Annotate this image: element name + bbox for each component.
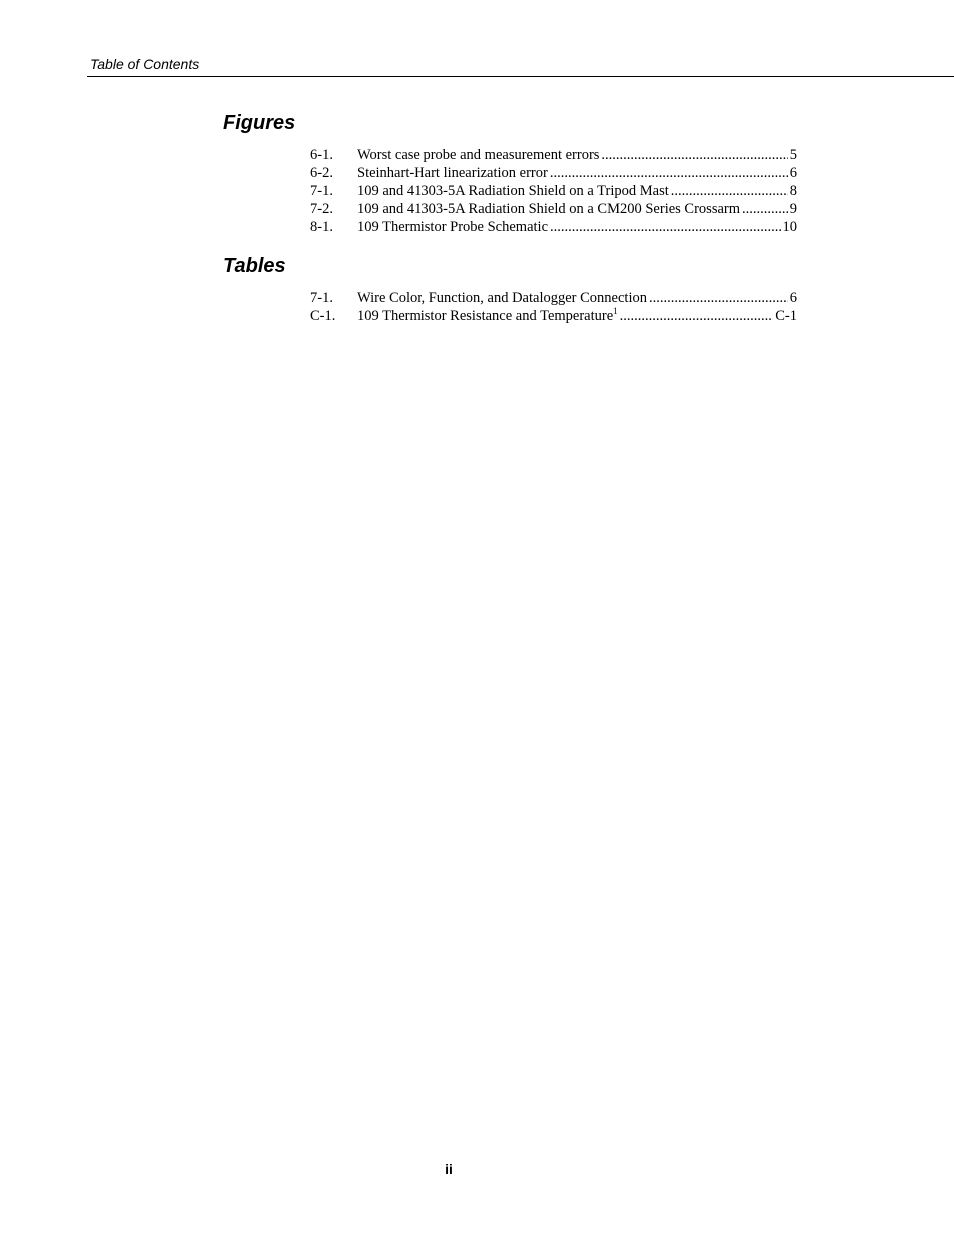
figures-list bbox=[310, 146, 797, 236]
table-entry[interactable] bbox=[310, 289, 797, 307]
dot-leader bbox=[620, 307, 774, 325]
dot-leader bbox=[550, 218, 780, 236]
entry-page: C-1 bbox=[775, 308, 797, 324]
dot-leader bbox=[742, 200, 788, 218]
dot-leader bbox=[671, 182, 788, 200]
entry-page: 6 bbox=[789, 290, 797, 306]
entry-number: 6-2. bbox=[310, 165, 333, 181]
tables-heading: Tables bbox=[223, 255, 286, 277]
dot-leader bbox=[601, 146, 787, 164]
entry-title: 109 Thermistor Probe Schematic bbox=[357, 219, 549, 235]
entry-title-wrapper bbox=[357, 307, 618, 325]
entry-page: 5 bbox=[789, 147, 797, 163]
entry-title: Worst case probe and measurement errors bbox=[357, 147, 600, 163]
running-header: Table of Contents bbox=[90, 56, 200, 72]
entry-title: Steinhart-Hart linearization error bbox=[357, 165, 548, 181]
entry-title: 109 and 41303-5A Radiation Shield on a Tripod Mast bbox=[357, 183, 669, 199]
footnote-marker: 1 bbox=[613, 306, 618, 317]
figure-entry[interactable] bbox=[310, 146, 797, 164]
entry-number: 8-1. bbox=[310, 219, 333, 235]
figures-heading: Figures bbox=[223, 112, 296, 134]
entry-number: C-1. bbox=[310, 308, 336, 324]
dot-leader bbox=[550, 164, 788, 182]
entry-title: Wire Color, Function, and Datalogger Connection bbox=[357, 290, 647, 306]
entry-page: 10 bbox=[782, 219, 797, 235]
header-rule bbox=[87, 76, 954, 77]
tables-list bbox=[310, 289, 797, 325]
entry-number: 6-1. bbox=[310, 147, 333, 163]
figure-entry[interactable] bbox=[310, 218, 797, 236]
figure-entry[interactable] bbox=[310, 182, 797, 200]
entry-number: 7-2. bbox=[310, 201, 333, 217]
entry-title: 109 Thermistor Resistance and Temperature bbox=[357, 308, 614, 324]
entry-page: 9 bbox=[789, 201, 797, 217]
entry-number: 7-1. bbox=[310, 290, 333, 306]
page-number: ii bbox=[445, 1161, 453, 1177]
entry-page: 6 bbox=[789, 165, 797, 181]
entry-number: 7-1. bbox=[310, 183, 333, 199]
figure-entry[interactable] bbox=[310, 200, 797, 218]
table-entry[interactable] bbox=[310, 307, 797, 325]
figure-entry[interactable] bbox=[310, 164, 797, 182]
entry-page: 8 bbox=[789, 183, 797, 199]
dot-leader bbox=[649, 289, 788, 307]
entry-title: 109 and 41303-5A Radiation Shield on a CM200 Series Crossarm bbox=[357, 201, 741, 217]
